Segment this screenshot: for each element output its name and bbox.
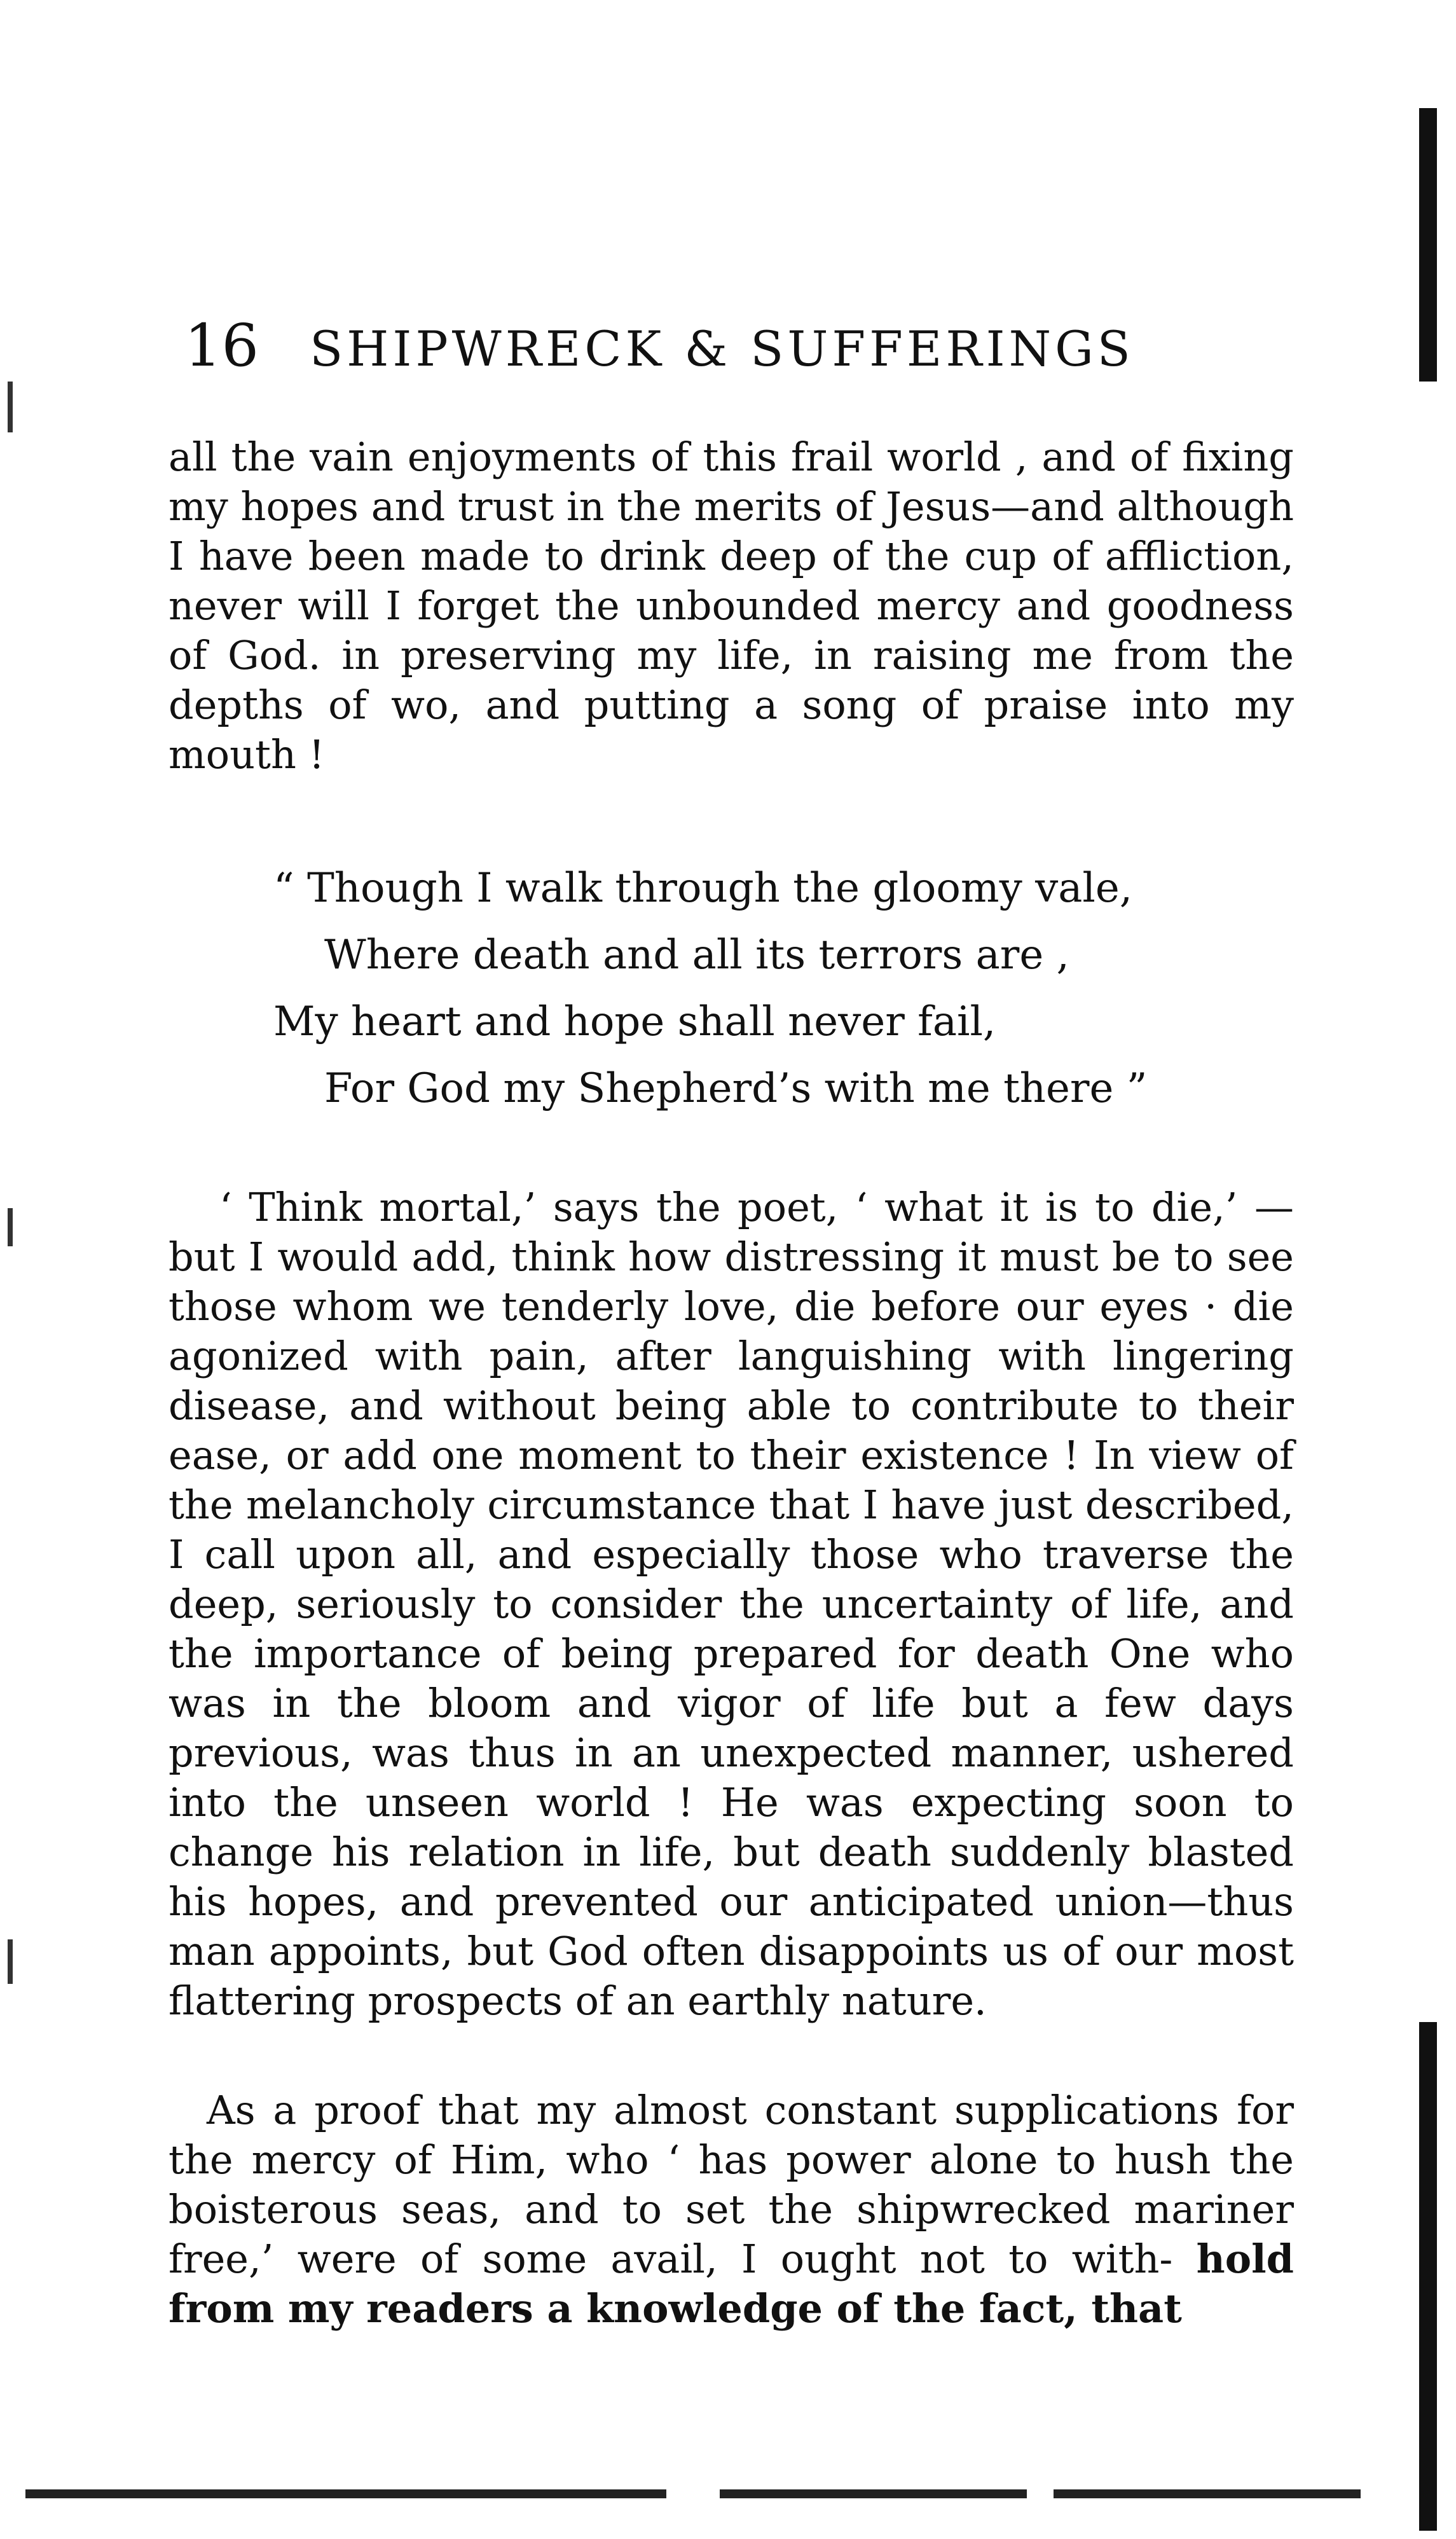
page-header (184, 312, 1303, 382)
binding-shadow-bottom (1419, 2022, 1437, 2531)
margin-mark (8, 1939, 13, 1984)
poem-line-2: Where death and all its terrors are , (324, 932, 1069, 979)
poem-quote (273, 855, 1291, 1122)
paragraph-3-tail: hold from my readers a knowledge of the fact, that (168, 2236, 1294, 2332)
paragraph-2: ‘ Think mortal,’ says the poet, ‘ what it is to die,’ —but I would add, think how distressing it must be to see those whom we tenderly love, die before our eyes · die agonized with pain, after languishing with lingering disease, and without being able to contribute to their ease, or add one moment to their existence ! In view of the melancholy circumstance that I have just described, I call upon all, and especially those who traverse the deep, seriously to consider the uncertainty of life, and the importance of being prepared for death One who was in the bloom and vigor of life but a few days previous, was thus in an unexpected manner, ushered into the unseen world ! He was expecting soon to change his relation in life, but death suddenly blasted his hopes, and prevented our anticipated union—thus man appoints, but God often disappoints us of our most flattering prospects of an earthly nature. (168, 1184, 1294, 2024)
binding-shadow-top (1419, 108, 1437, 382)
paragraph-3-main: As a proof that my almost constant supplications for the mercy of Him, who ‘ has power alone to hush the boisterous seas, and to set the shipwrecked mariner free,’ were of some avail, I ought not to with- (168, 2087, 1294, 2282)
running-title: SHIPWRECK & SUFFERINGS (310, 320, 1134, 377)
margin-mark (8, 382, 13, 432)
paragraph-3 (168, 2086, 1294, 2334)
poem-line-1: “ Though I walk through the gloomy vale, (273, 865, 1133, 912)
poem-line-3: My heart and hope shall never fail, (273, 998, 996, 1045)
poem-line-4: For God my Shepherd’s with me there ” (324, 1065, 1148, 1112)
margin-mark (8, 1208, 13, 1246)
paragraph-1: all the vain enjoyments of this frail world , and of fixing my hopes and trust in the merits of Jesus—and although I have been made to drink deep of the cup of affliction, never will I forget the unbounded mercy and goodness of God. in preserving my life, in raising me from the depths of wo, and putting a song of praise into my mouth ! (168, 434, 1294, 778)
bottom-edge-shadow (25, 2489, 1361, 2498)
page-number: 16 (184, 312, 259, 380)
